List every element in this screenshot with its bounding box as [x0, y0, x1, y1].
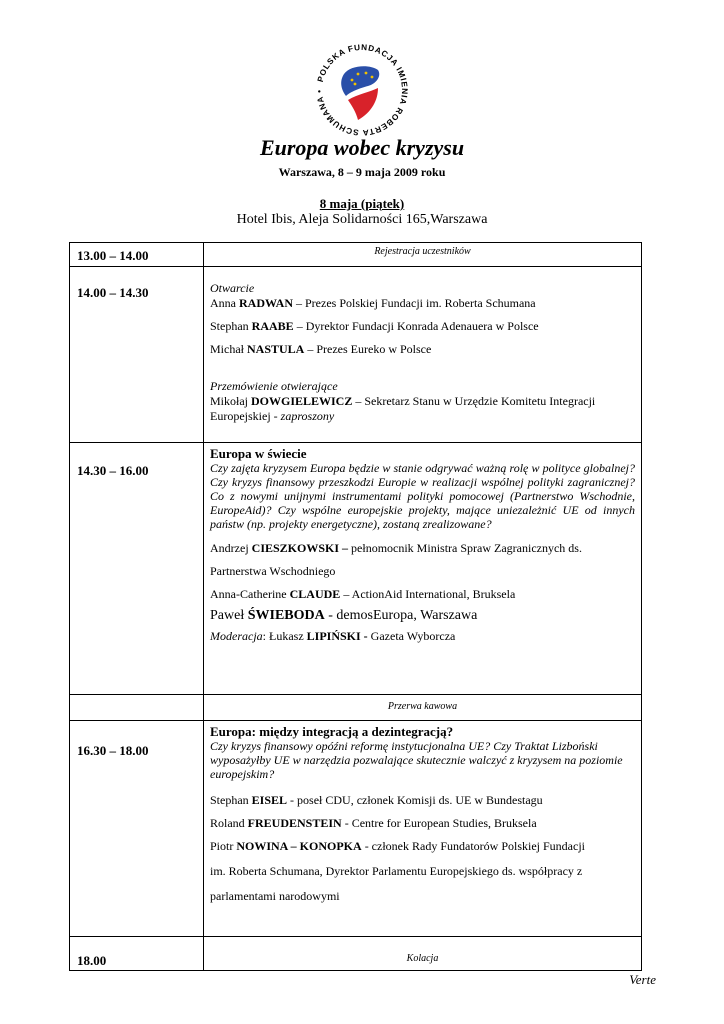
time-cell: 16.30 – 18.00: [70, 721, 204, 937]
speaker: Stephan RAABE – Dyrektor Fundacji Konrada Adenauera w Polsce: [210, 319, 539, 333]
agenda-row-integration: [70, 721, 642, 937]
session-title: Europa w świecie: [210, 446, 307, 461]
coffee-break-note: Przerwa kawowa: [387, 701, 458, 712]
speaker-role-cont: parlamentami narodowymi: [210, 889, 340, 903]
time-cell: 18.00: [70, 937, 204, 971]
moderator: Moderacja: Łukasz LIPIŃSKI - Gazeta Wyborcza: [210, 629, 456, 643]
agenda-table: [69, 242, 642, 971]
logo-red-shape: [348, 88, 378, 120]
registration-note: Rejestracja uczestników: [374, 246, 471, 257]
speaker-role-cont: Partnerstwa Wschodniego: [210, 564, 336, 578]
verte-note: Verte: [629, 972, 656, 987]
opening-speech-label: Przemówienie otwierające: [210, 379, 338, 393]
agenda-row-dinner: [70, 937, 642, 971]
svg-text:POLSKA FUNDACJA IMIENIA ROBERT: [315, 43, 409, 137]
speaker-role-cont: im. Roberta Schumana, Dyrektor Parlamentu Europejskiego ds. współpracy z: [210, 864, 583, 878]
time-cell: 14.00 – 14.30: [70, 267, 204, 443]
agenda-row-europe-world: [70, 443, 642, 695]
opening-label: Otwarcie: [210, 281, 255, 295]
foundation-logo: [312, 40, 412, 140]
speaker: Mikołaj DOWGIELEWICZ – Sekretarz Stanu w Urzędzie Komitetu Integracji Europejskiej - zaproszony: [210, 394, 596, 423]
session-questions: Czy zajęta kryzysem Europa będzie w stanie odgrywać ważną rolę w polityce globalnej? Czy kryzys finansowy przeszkodzi Europie w realizacji wspólnej polityki zagranicznej? Co z nowymi unijnymi instrumentami polityki pomocowej (Partnerstwo Wschodnie, EuropeAid)? Czy wspólne europejskie projekty, mające uniezależnić UE od innych państw (np. projekty energetyczne), zostaną zrealizowane?: [210, 461, 635, 531]
agenda-row-coffee-break: [70, 695, 642, 721]
session-title: Europa: między integracją a dezintegracją?: [210, 724, 454, 739]
venue: Hotel Ibis, Aleja Solidarności 165,Warszawa: [236, 212, 488, 227]
speaker: Michał NASTULA – Prezes Eureko w Polsce: [210, 342, 432, 356]
agenda-row-opening: [70, 267, 642, 443]
logo-ring-text: POLSKA FUNDACJA IMIENIA ROBERTA SCHUMANA •: [314, 42, 410, 138]
speaker: Piotr NOWINA – KONOPKA - członek Rady Fundatorów Polskiej Fundacji: [210, 839, 585, 853]
speaker: Roland FREUDENSTEIN - Centre for European Studies, Bruksela: [210, 816, 537, 830]
speaker: Anna RADWAN – Prezes Polskiej Fundacji im. Roberta Schumana: [210, 296, 536, 310]
speaker: Stephan EISEL - poseł CDU, członek Komisji ds. UE w Bundestagu: [210, 793, 543, 807]
agenda-row-registration: [70, 243, 642, 267]
document-title: Europa wobec kryzysu: [259, 135, 465, 160]
time-cell: 13.00 – 14.00: [70, 243, 204, 267]
dinner-note: Kolacja: [406, 953, 439, 964]
time-cell: 14.30 – 16.00: [70, 443, 204, 695]
speaker: Paweł ŚWIEBODA - demosEuropa, Warszawa: [210, 608, 478, 623]
speaker: Andrzej CIESZKOWSKI – pełnomocnik Ministra Spraw Zagranicznych ds.: [210, 541, 582, 555]
speaker: Anna-Catherine CLAUDE – ActionAid International, Bruksela: [210, 587, 516, 601]
session-questions: Czy kryzys finansowy opóźni reformę instytucjonalna UE? Czy Traktat Lizboński wyposażyłby UE w narzędzia pozwalające skutecznie walczyć z kryzysem na poziomie europejskim?: [210, 739, 623, 781]
event-date: Warszawa, 8 – 9 maja 2009 roku: [278, 165, 446, 179]
day-heading: 8 maja (piątek): [319, 196, 405, 211]
